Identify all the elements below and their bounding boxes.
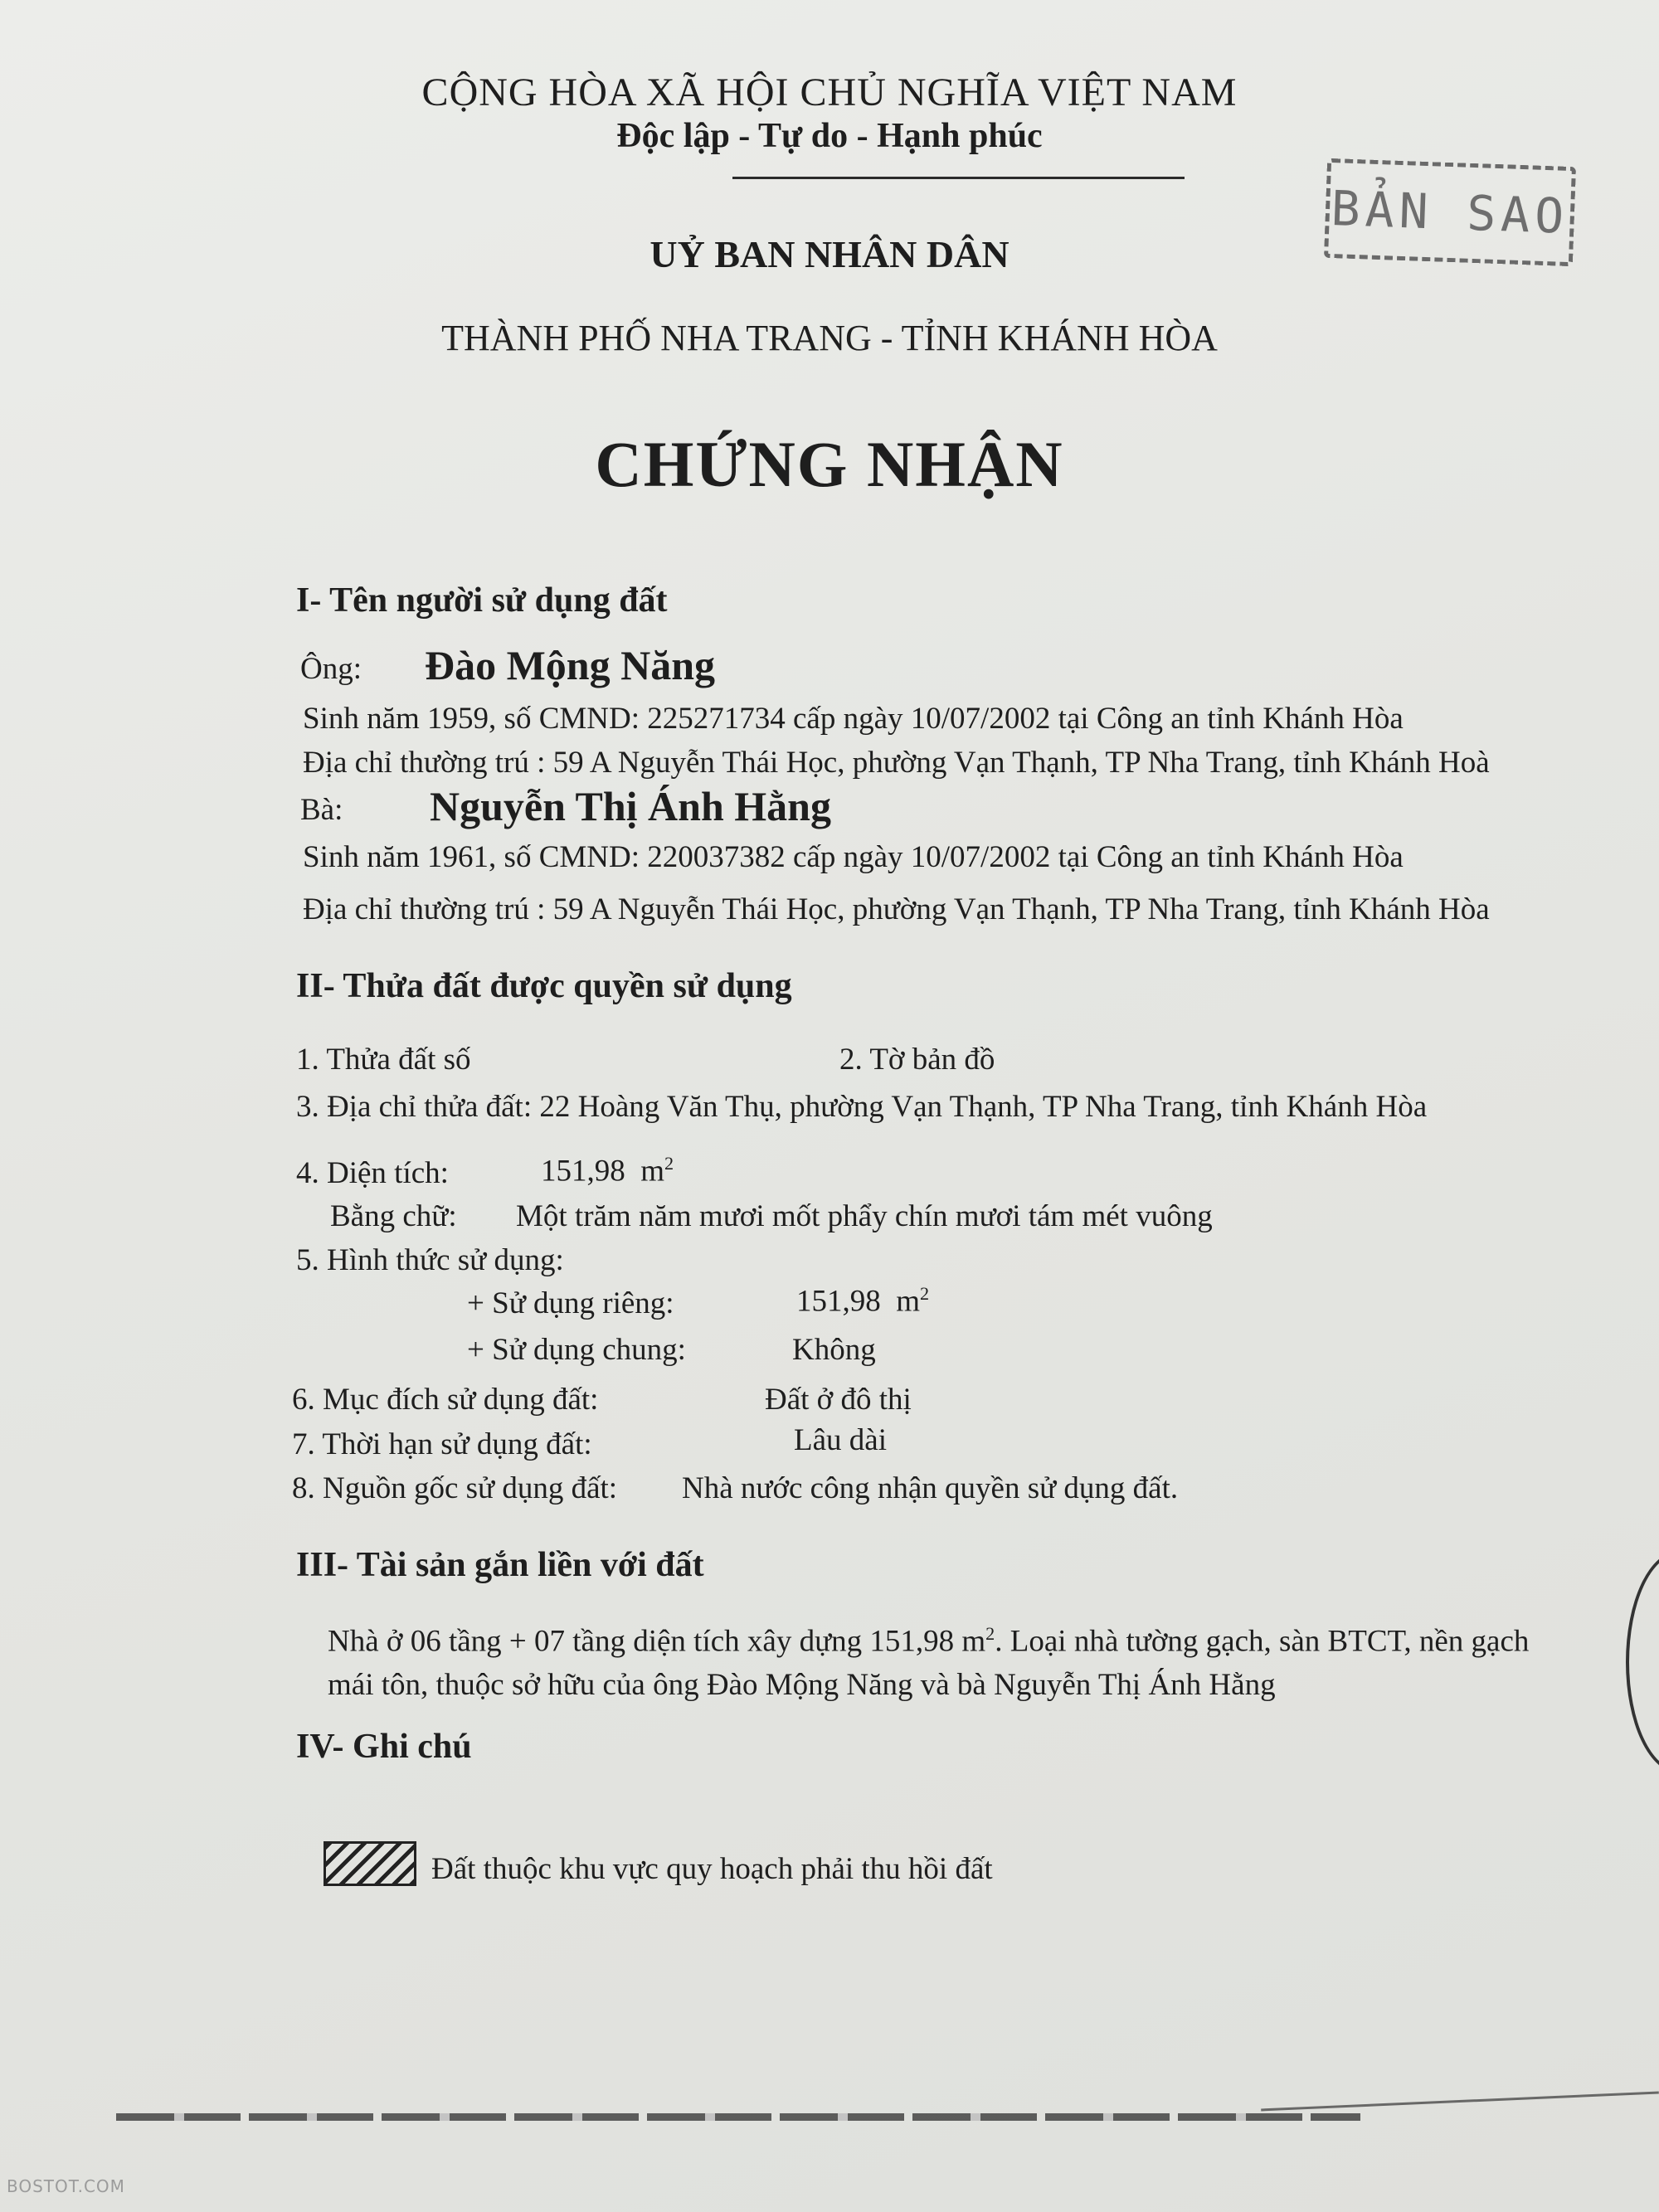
map-sheet-label: 2. Tờ bản đồ [839,1043,995,1077]
person1-name: Đào Mộng Năng [425,642,716,688]
document-title: CHỨNG NHẬN [595,428,1064,500]
private-use-label: + Sử dụng riêng: [467,1286,674,1320]
private-use-value [796,1283,929,1319]
area-in-words-label: Bằng chữ: [330,1199,457,1233]
private-use-unit-exponent: 2 [920,1283,930,1304]
copy-stamp: BẢN SAO [1324,158,1576,266]
section-3-heading: III- Tài sản gắn liền với đất [296,1546,704,1584]
parcel-number-label: 1. Thửa đất số [296,1043,471,1077]
person2-name: Nguyễn Thị Ánh Hằng [430,783,831,829]
hatched-legend-swatch [324,1841,416,1886]
area-unit: m [640,1154,665,1189]
national-title: CỘNG HÒA XÃ HỘI CHỦ NGHĨA VIỆT NAM [421,70,1238,114]
private-use-number: 151,98 [796,1284,881,1319]
property-line-2: mái tôn, thuộc sở hữu của ông Đào Mộng Năng và bà Nguyễn Thị Ánh Hằng [328,1668,1276,1702]
person2-address-line: Địa chỉ thường trú : 59 A Nguyễn Thái Học, phường Vạn Thạnh, TP Nha Trang, tỉnh Khánh Hòa [303,892,1490,926]
section-1-heading: I- Tên người sử dụng đất [296,581,668,620]
area-in-words-value: Một trăm năm mươi mốt phẩy chín mươi tám mét vuông [516,1199,1213,1233]
property-area-exponent: 2 [985,1623,995,1644]
person1-prefix: Ông: [300,652,362,686]
person1-birth-line: Sinh năm 1959, số CMND: 225271734 cấp ngày 10/07/2002 tại Công an tỉnh Khánh Hòa [303,702,1404,736]
shared-use-label: + Sử dụng chung: [467,1333,686,1367]
seal-edge [1626,1551,1659,1773]
legend-text: Đất thuộc khu vực quy hoạch phải thu hồi đất [431,1852,993,1886]
land-origin-value: Nhà nước công nhận quyền sử dụng đất. [682,1471,1179,1505]
bottom-border-line [116,2113,1360,2121]
area-label: 4. Diện tích: [296,1156,449,1190]
area-value [541,1153,674,1189]
property-line-1-start: Nhà ở 06 tầng + 07 tầng diện tích xây dựng 151,98 m [328,1624,986,1659]
authority-title: UỶ BAN NHÂN DÂN [649,233,1010,275]
usage-form-label: 5. Hình thức sử dụng: [296,1243,564,1277]
private-use-unit: m [896,1284,921,1319]
area-unit-exponent: 2 [664,1153,674,1174]
person2-prefix: Bà: [300,793,343,827]
property-line-1 [328,1623,1529,1659]
section-2-heading: II- Thửa đất được quyền sử dụng [296,967,792,1005]
land-origin-label: 8. Nguồn gốc sử dụng đất: [292,1471,618,1505]
header-divider [732,177,1185,179]
land-purpose-value: Đất ở đô thị [765,1383,912,1417]
watermark: BOSTOT.COM [7,2176,125,2196]
property-line-1-end: . Loại nhà tường gạch, sàn BTCT, nền gạch [995,1624,1530,1659]
bottom-border-line-right [1261,2092,1659,2112]
motto: Độc lập - Tự do - Hạnh phúc [616,117,1043,155]
shared-use-value: Không [792,1333,876,1367]
area-number: 151,98 [541,1154,625,1189]
person1-address-line: Địa chỉ thường trú : 59 A Nguyễn Thái Học, phường Vạn Thạnh, TP Nha Trang, tỉnh Khánh Hoà [303,746,1490,780]
section-4-heading: IV- Ghi chú [296,1728,472,1766]
person2-birth-line: Sinh năm 1961, số CMND: 220037382 cấp ngày 10/07/2002 tại Công an tỉnh Khánh Hòa [303,840,1404,874]
parcel-address: 3. Địa chỉ thửa đất: 22 Hoàng Văn Thụ, phường Vạn Thạnh, TP Nha Trang, tỉnh Khánh Hòa [296,1090,1428,1124]
land-term-label: 7. Thời hạn sử dụng đất: [292,1427,592,1461]
land-term-value: Lâu dài [794,1423,887,1457]
land-purpose-label: 6. Mục đích sử dụng đất: [292,1383,599,1417]
locality-title: THÀNH PHỐ NHA TRANG - TỈNH KHÁNH HÒA [441,318,1218,358]
